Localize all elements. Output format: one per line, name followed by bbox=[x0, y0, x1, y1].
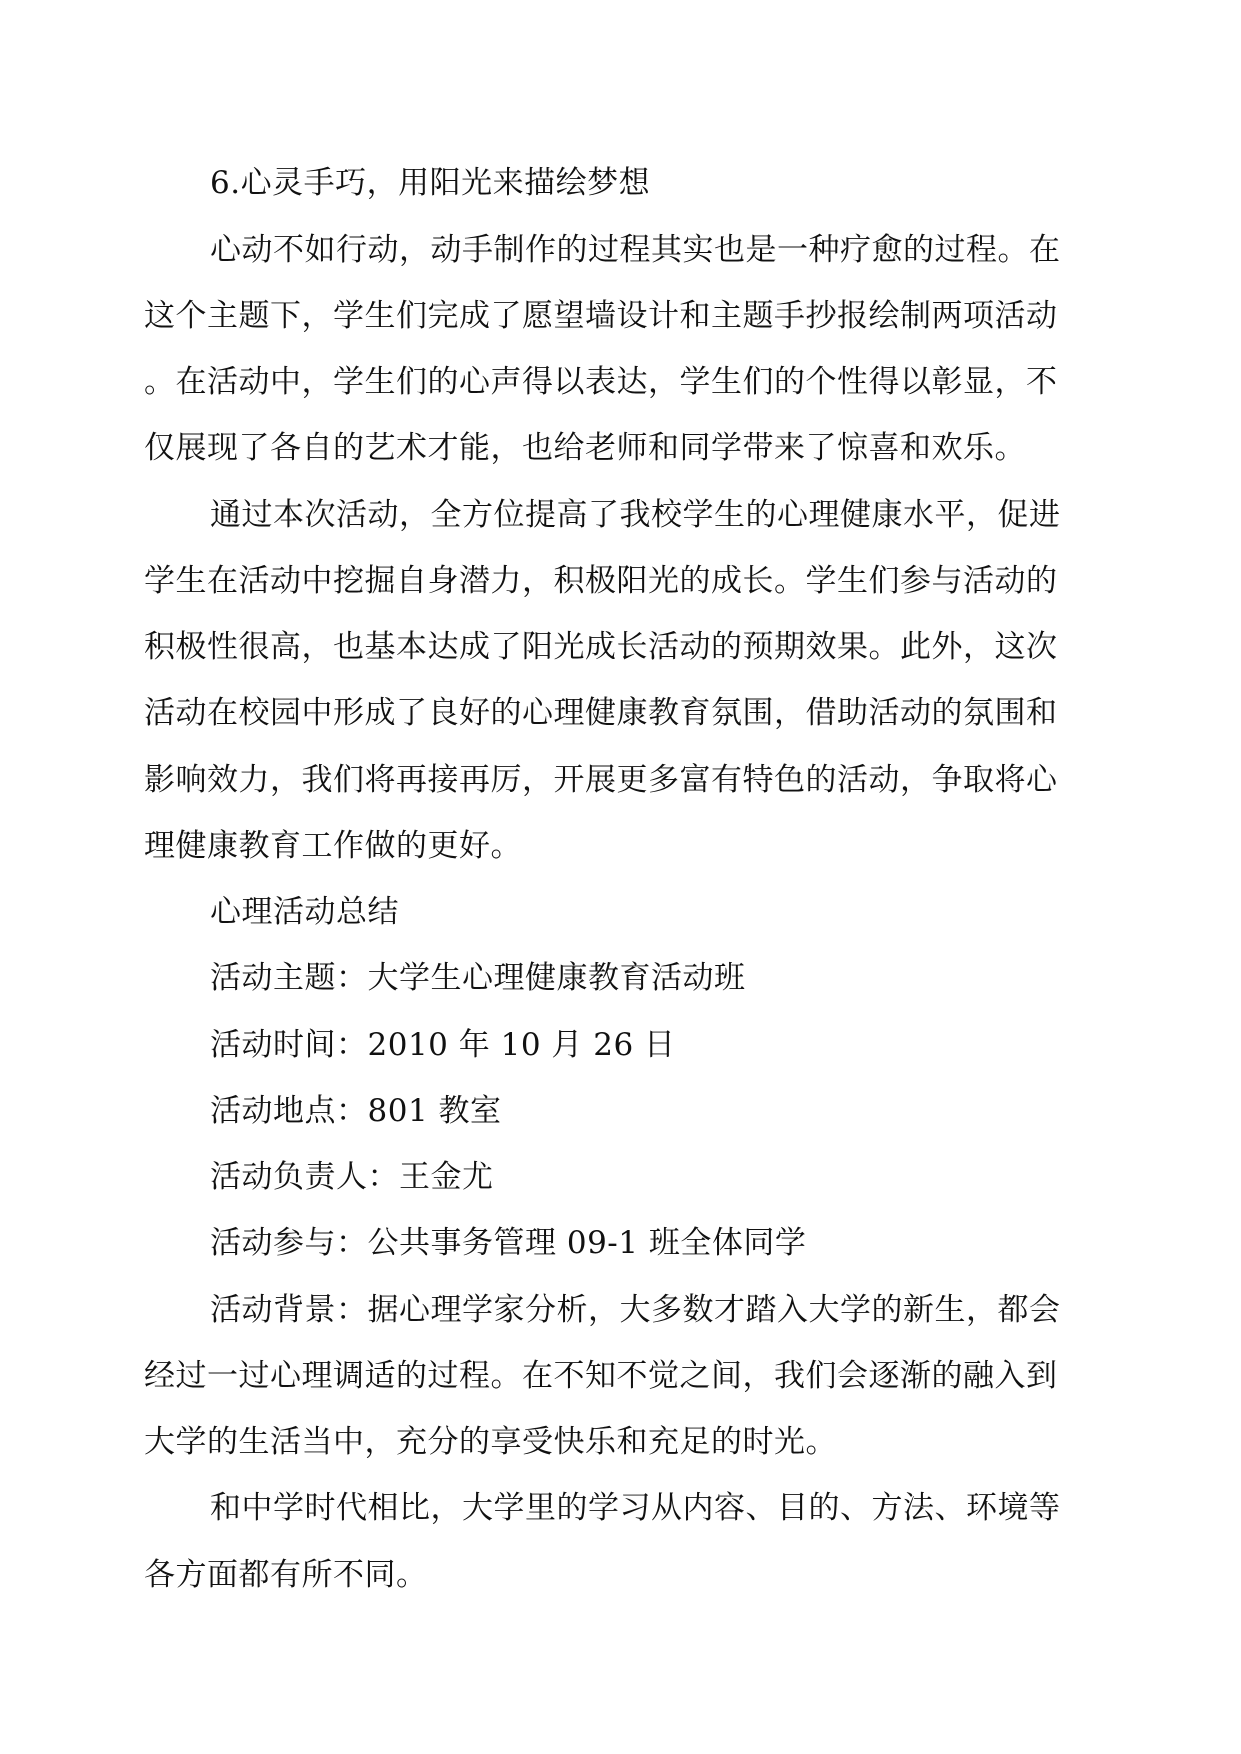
paragraph-line: 经过一过心理调适的过程。在不知不觉之间，我们会逐渐的融入到 bbox=[144, 1358, 1058, 1394]
activity-location: 活动地点：801 教室 bbox=[210, 1093, 502, 1129]
activity-theme: 活动主题：大学生心理健康教育活动班 bbox=[210, 960, 746, 996]
paragraph-line: 理健康教育工作做的更好。 bbox=[144, 828, 522, 864]
paragraph-line: 这个主题下，学生们完成了愿望墙设计和主题手抄报绘制两项活动 bbox=[144, 298, 1058, 334]
paragraph-line: 大学的生活当中，充分的享受快乐和充足的时光。 bbox=[144, 1424, 837, 1460]
paragraph-line: 活动背景：据心理学家分析，大多数才踏入大学的新生，都会 bbox=[210, 1292, 1061, 1328]
paragraph-line: 心动不如行动，动手制作的过程其实也是一种疗愈的过程。在 bbox=[210, 232, 1061, 268]
section-heading: 6.心灵手巧，用阳光来描绘梦想 bbox=[210, 165, 651, 201]
paragraph-line: 学生在活动中挖掘自身潜力，积极阳光的成长。学生们参与活动的 bbox=[144, 563, 1058, 599]
paragraph-line: 仅展现了各自的艺术才能，也给老师和同学带来了惊喜和欢乐。 bbox=[144, 430, 1026, 466]
section-title: 心理活动总结 bbox=[210, 894, 399, 930]
paragraph-line: 。在活动中，学生们的心声得以表达，学生们的个性得以彰显，不 bbox=[144, 364, 1058, 400]
paragraph-line: 活动在校园中形成了良好的心理健康教育氛围，借助活动的氛围和 bbox=[144, 695, 1058, 731]
activity-leader: 活动负责人：王金尤 bbox=[210, 1159, 494, 1195]
paragraph-line: 各方面都有所不同。 bbox=[144, 1557, 428, 1593]
paragraph-line: 和中学时代相比，大学里的学习从内容、目的、方法、环境等 bbox=[210, 1490, 1061, 1526]
activity-time: 活动时间：2010 年 10 月 26 日 bbox=[210, 1027, 676, 1063]
paragraph-line: 影响效力，我们将再接再厉，开展更多富有特色的活动，争取将心 bbox=[144, 762, 1058, 798]
activity-participants: 活动参与：公共事务管理 09-1 班全体同学 bbox=[210, 1225, 807, 1261]
paragraph-line: 积极性很高，也基本达成了阳光成长活动的预期效果。此外，这次 bbox=[144, 629, 1058, 665]
paragraph-line: 通过本次活动，全方位提高了我校学生的心理健康水平，促进 bbox=[210, 497, 1061, 533]
